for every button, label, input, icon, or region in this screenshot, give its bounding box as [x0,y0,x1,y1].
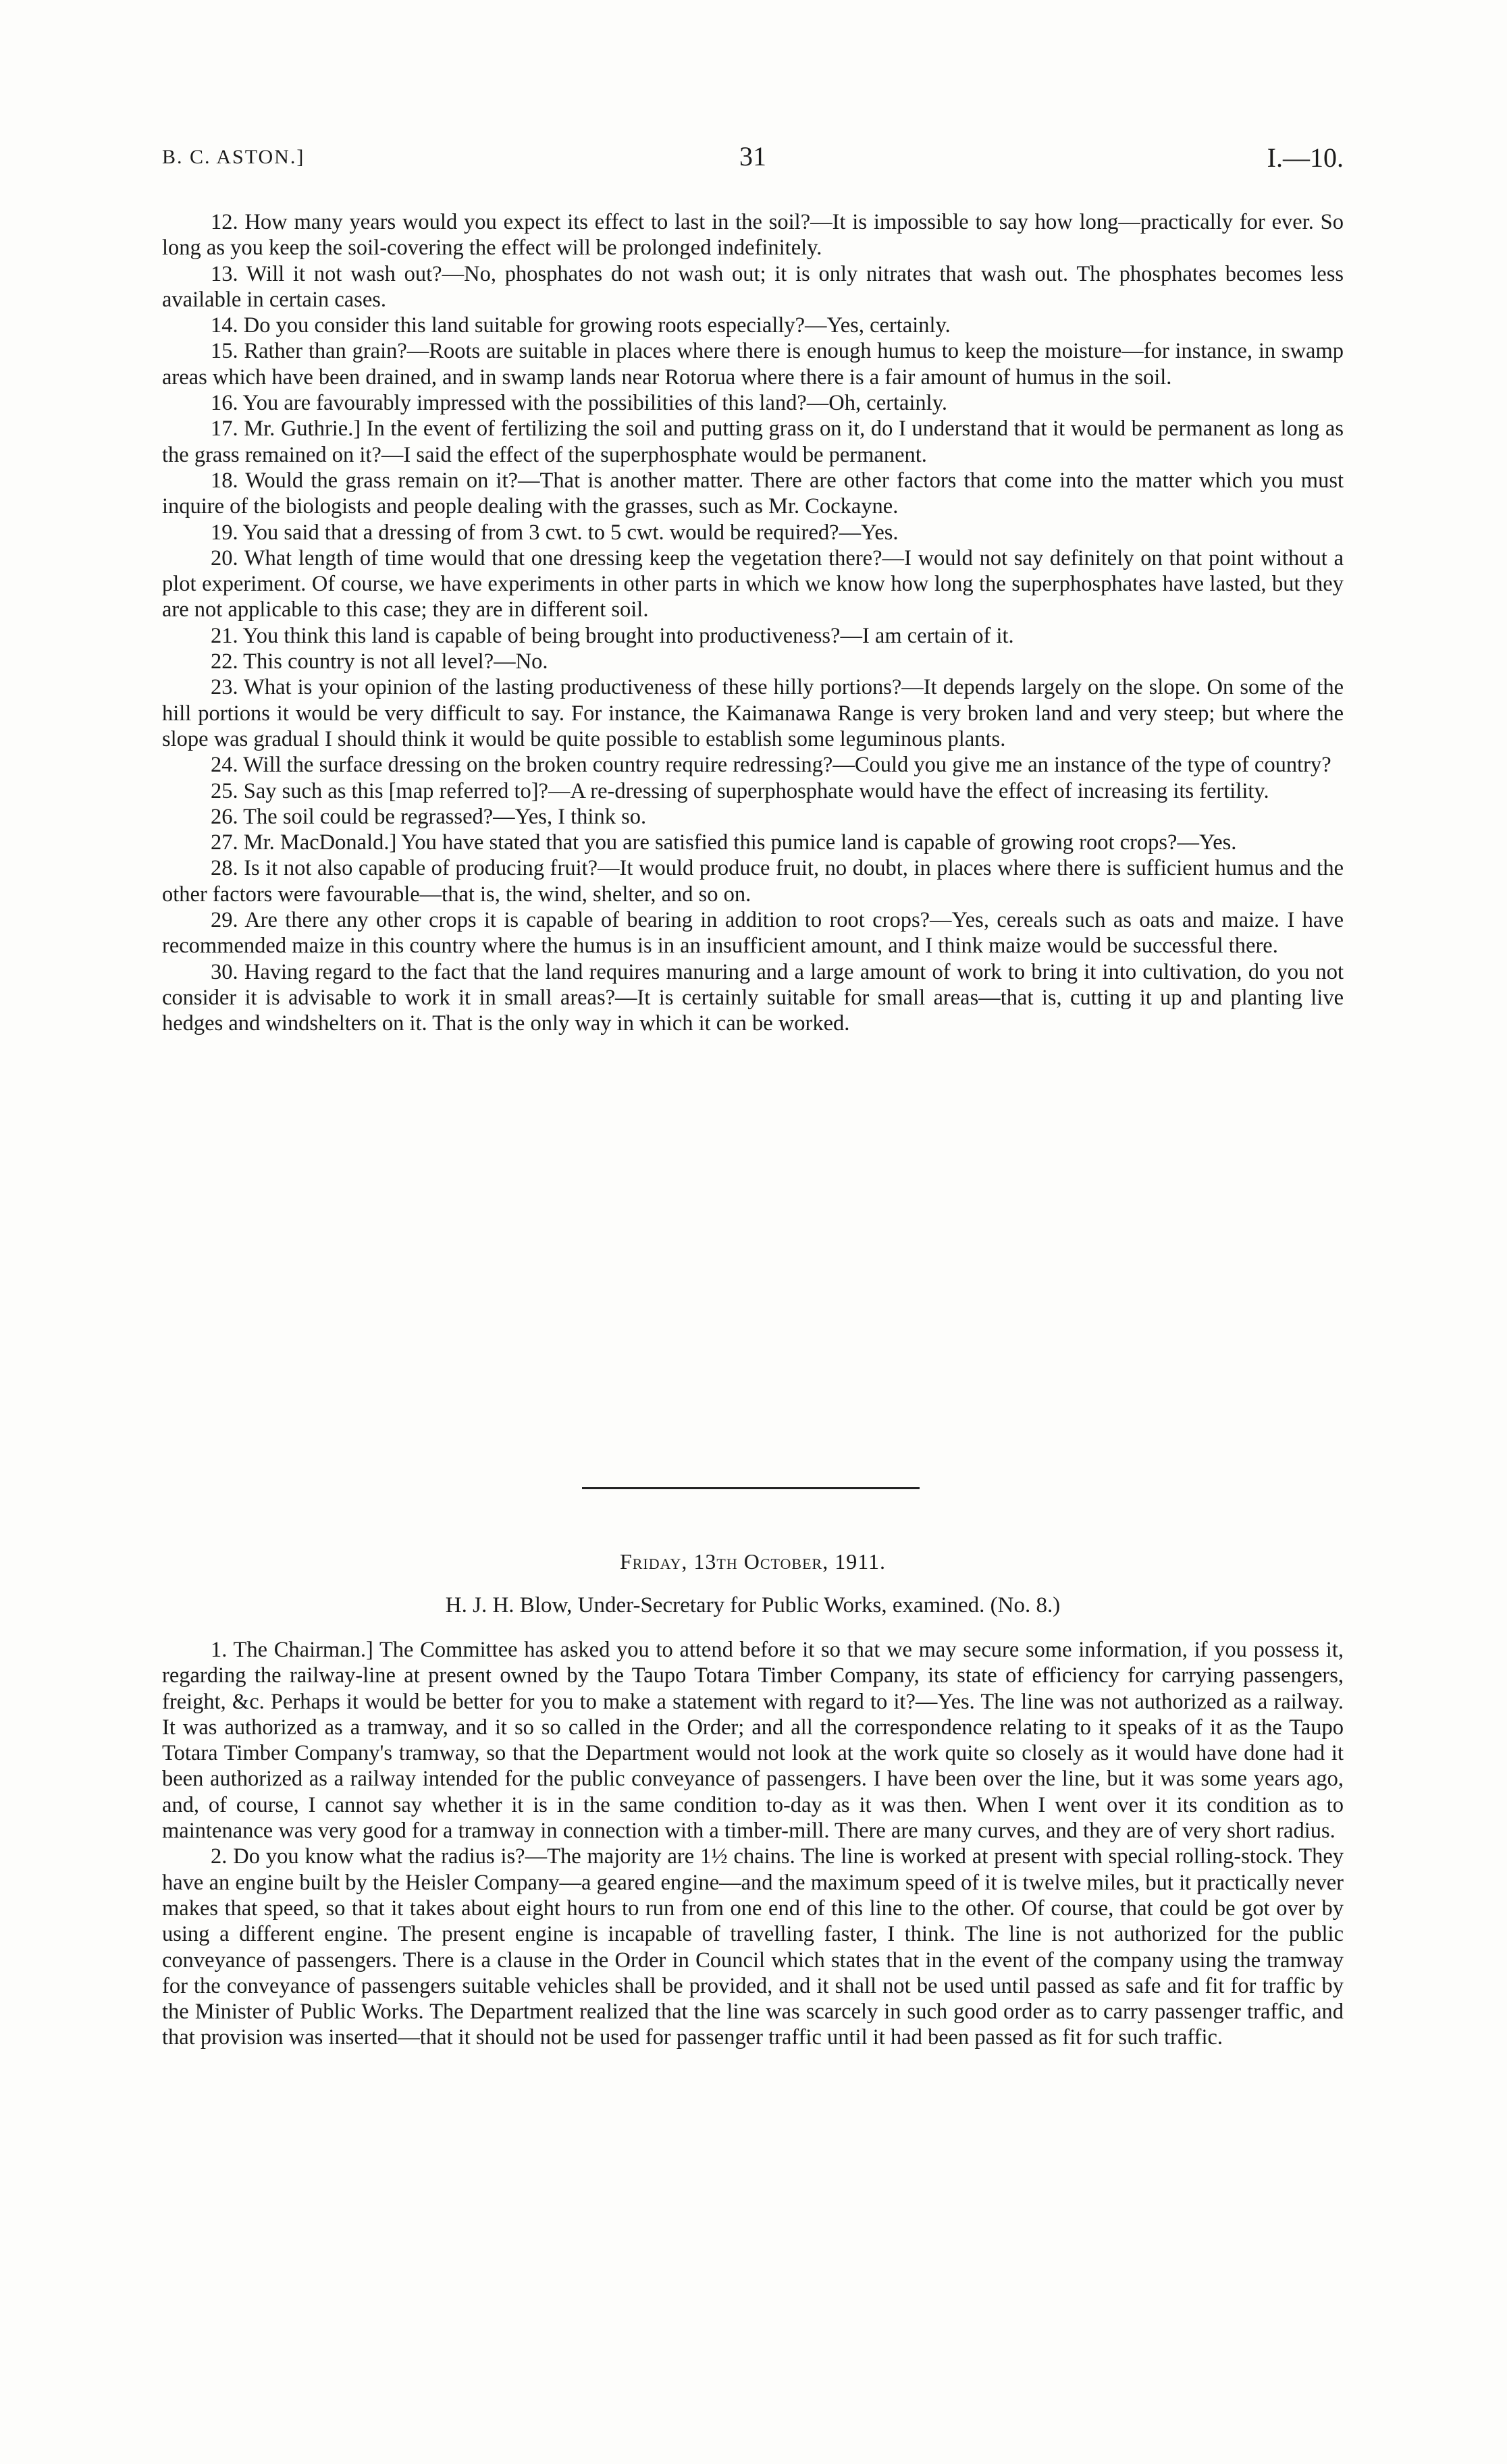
question-20: 20. What length of time would that one dressing keep the vegetation there?—I would not say definitely on that point without a plot experiment. Of course, we have experiments in other parts in which we know how long the superphosphates have lasted, but they are not applicable to this case; they are in different soil. [162,545,1344,622]
date-heading: Friday, 13th October, 1911. [619,1549,887,1574]
question-25: 25. Say such as this [map referred to]?—A re-dressing of superphosphate would have the effect of increasing its fertility. [211,778,1269,803]
question-28: 28. Is it not also capable of producing fruit?—It would produce fruit, no doubt, in places where there is sufficient humus and the other factors were favourable—that is, the wind, shelter, and so on. [162,856,1344,907]
question-1: 1. The Chairman.] The Committee has asked you to attend before it so that we may secure some information, if you possess it, regarding the railway-line at present owned by the Taupo Totara Timber Company, its state of efficiency for carrying passengers, freight, &c. Perhaps it would be better for you to make a statement with regard to it?—Yes. The line was not authorized as a railway. It was authorized as a tramway, and it so so called in the Order; and all the correspondence relating to it speaks of it as the Taupo Totara Timber Company's tramway, so that the Department would not look at the work quite so closely as it would have done had it been authorized as a railway intended for the public conveyance of passengers. I have been over the line, but it was some years ago, and, of course, I cannot say whether it is in the same condition to-day as it was then. When I went over it its condition as to maintenance was very good for a tramway in connection with a timber-mill. There are many curves, and they are of very short radius. [162,1638,1344,1844]
page-header [162,140,1344,181]
question-14: 14. Do you consider this land suitable for growing roots especially?—Yes, certainly. [211,313,951,338]
question-17: 17. Mr. Guthrie.] In the event of fertilizing the soil and putting grass on it, do I understand that it would be permanent as long as the grass remained on it?—I said the effect of the superphosphate would be permanent. [162,417,1344,467]
question-13: 13. Will it not wash out?—No, phosphates do not wash out; it is only nitrates that wash out. The phosphates becomes less available in certain cases. [162,261,1344,312]
question-18: 18. Would the grass remain on it?—That is another matter. There are other factors that come into the matter which you must inquire of the biologists and people dealing with the grasses, such as Mr. Cockayne. [162,468,1344,519]
question-27: 27. Mr. MacDonald.] You have stated that you are satisfied this pumice land is capable of growing root crops?—Yes. [211,830,1237,855]
section-divider [582,1487,920,1489]
question-19: 19. You said that a dressing of from 3 cwt. to 5 cwt. would be required?—Yes. [211,520,899,545]
question-21: 21. You think this land is capable of being brought into productiveness?—I am certain of it. [211,623,1014,648]
witness-heading: H. J. H. Blow, Under-Secretary for Public Works, examined. (No. 8.) [445,1593,1061,1617]
question-2: 2. Do you know what the radius is?—The majority are 1½ chains. The line is worked at present with special rolling-stock. They have an engine built by the Heisler Company—a geared engine—and the maximum speed of it is twelve miles, but it practically never makes that speed, so that it takes about eight hours to run from one end of this line to the other. Of course, that could be got over by using a different engine. The present engine is incapable of travelling faster, I think. The line is not authorized for the public conveyance of passengers. There is a clause in the Order in Council which states that in the event of the company using the tramway for the conveyance of passengers suitable vehicles shall be provided, and it shall not be used until passed as safe and fit for traffic by the Minister of Public Works. The Department realized that the line was scarcely in such good order as to carry passenger traffic, and that provision was inserted—that it should not be used for passenger traffic until it had been passed as fit for such traffic. [162,1844,1344,2050]
header-witness: B. C. ASTON.] [162,146,305,168]
paper-reference: I.—10. [1267,142,1344,173]
question-15: 15. Rather than grain?—Roots are suitable in places where there is enough humus to keep the moisture—for instance, in swamp areas which have been drained, and in swamp lands near Rotorua where there is a fair amount of humus in the soil. [162,339,1344,390]
question-24: 24. Will the surface dressing on the broken country require redressing?—Could you give me an instance of the type of country? [211,753,1331,778]
question-12: 12. How many years would you expect its effect to last in the soil?—It is impossible to say how long—practically for ever. So long as you keep the soil-covering the effect will be prolonged indefinitely. [162,210,1344,261]
page-number: 31 [739,141,766,171]
testimony-section-blow [162,1637,1344,2051]
question-26: 26. The soil could be regrassed?—Yes, I think so. [211,804,647,829]
question-22: 22. This country is not all level?—No. [211,649,548,674]
question-16: 16. You are favourably impressed with the possibilities of this land?—Oh, certainly. [211,391,947,416]
testimony-section-aston [162,209,1344,1037]
question-30: 30. Having regard to the fact that the land requires manuring and a large amount of work to bring it into cultivation, do you not consider it is advisable to work it in small areas?—It is certainly suitable for small areas—that is, cutting it up and planting live hedges and windshelters on it. That is the only way in which it can be worked. [162,959,1344,1036]
question-29: 29. Are there any other crops it is capable of bearing in addition to root crops?—Yes, cereals such as oats and maize. I have recommended maize in this country where the humus is in an insufficient amount, and I think maize would be successful there. [162,908,1344,959]
question-23: 23. What is your opinion of the lasting productiveness of these hilly portions?—It depends largely on the slope. On some of the hill portions it would be very difficult to say. For instance, the Kaimanawa Range is very broken land and very steep; but where the slope was gradual I should think it would be quite possible to establish some leguminous plants. [162,675,1344,751]
